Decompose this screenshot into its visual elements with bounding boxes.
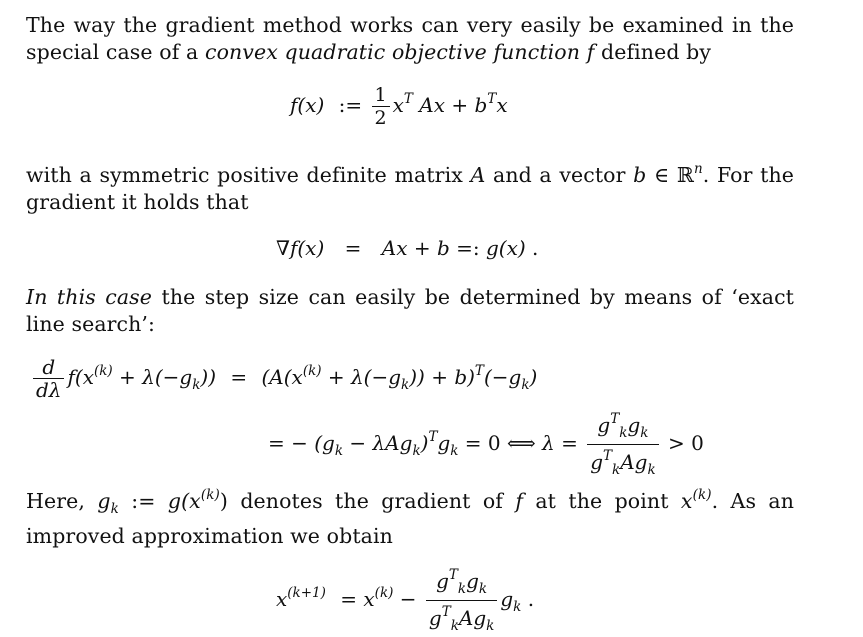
frac-den [426, 601, 497, 637]
eq-part: + λ(−g [112, 365, 193, 389]
frac-den: 2 [374, 107, 387, 129]
eq-lambda: λ = [542, 431, 578, 455]
derivative-fraction [33, 356, 64, 401]
eq-part: + λ(−g [321, 365, 402, 389]
symbol-b: b [633, 163, 647, 187]
eq-subscript: k [334, 443, 344, 459]
frac-num: 1 [372, 84, 390, 107]
eq-subscript: k [401, 377, 410, 393]
eq-subscript: k [192, 377, 201, 393]
eq-part: f(x [67, 365, 94, 389]
eq-subscript: k [640, 425, 649, 441]
emphasis-term: In this case [26, 285, 153, 309]
eq-matrix: A [419, 93, 434, 117]
eq-subscript: k [450, 618, 459, 634]
eq-g: g [466, 569, 479, 593]
eq-def: := [338, 93, 363, 117]
eq-subscript: k [647, 462, 656, 478]
eq-subscript: k [450, 443, 459, 459]
update-paragraph [26, 482, 794, 550]
symbol-A: A [470, 163, 486, 187]
para-text: at the point [535, 489, 669, 513]
eq-subscript: k [513, 599, 522, 615]
eq-transpose: T [487, 91, 497, 107]
para-text: the step size can easily be determined by means of ‘exact line search’: [26, 285, 794, 336]
para-text: . As an improved approximation we obtain [26, 489, 795, 548]
eq-g: g [428, 606, 442, 630]
eq-part: = − (g [268, 431, 335, 455]
eq-arg: (x) [297, 93, 325, 117]
fraction-half [372, 84, 390, 129]
eq-subscript: k [521, 377, 530, 393]
eq-x: x [496, 93, 508, 117]
eq-subscript: k [619, 425, 628, 441]
eq-part: ) [420, 431, 429, 455]
symbol-g: g [97, 489, 111, 513]
symbol-f: f [515, 489, 523, 513]
eq-transpose: T [448, 567, 458, 583]
matrix-paragraph [26, 156, 794, 216]
eq-g: g [590, 450, 604, 474]
symbol-in: ∈ [653, 163, 670, 187]
frac-den [587, 445, 658, 481]
eq-x: x [276, 587, 288, 611]
eq-part: )) + b) [409, 365, 475, 389]
para-text: denotes the gradient of [240, 489, 503, 513]
line-search-paragraph [26, 284, 794, 338]
eq-part: (A(x [261, 365, 303, 389]
eq-part: = 0 [458, 431, 501, 455]
eq-transpose: T [428, 429, 438, 445]
eq-part: − λAg [343, 431, 413, 455]
eq-superscript: (k+1) [287, 585, 326, 601]
eq-arg: (x) [297, 236, 325, 260]
eq-Ag: Ag [458, 606, 487, 630]
eq-subscript: k [612, 462, 621, 478]
eq-equals: = [344, 236, 362, 260]
eq-def: =: [456, 236, 480, 260]
eq-subscript: k [412, 443, 421, 459]
symbol-x: x [680, 489, 693, 513]
eq-equals: = [340, 587, 358, 611]
equation-gradient [276, 236, 538, 260]
eq-symbol: f [289, 236, 298, 260]
eq-transpose: T [603, 448, 613, 464]
eq-part: (−g [483, 365, 522, 389]
frac-den: dλ [36, 378, 62, 402]
nabla-symbol: ∇ [276, 236, 290, 260]
eq-part: ) [529, 365, 538, 389]
equation-derivative-line1 [30, 356, 537, 401]
eq-subscript: k [110, 501, 119, 517]
equation-update [276, 564, 534, 637]
eq-minus: − [399, 587, 417, 611]
emphasis-term: convex quadratic objective function [204, 40, 581, 64]
eq-g: g [436, 569, 449, 593]
frac-num [426, 564, 497, 601]
symbol-n: n [693, 161, 703, 177]
eq-part: g [437, 431, 451, 455]
eq-gt: > 0 [668, 431, 704, 455]
eq-Ag: Ag [620, 450, 648, 474]
eq-subscript: k [486, 618, 495, 634]
eq-transpose: T [403, 91, 413, 107]
para-text: Here, [26, 489, 85, 513]
eq-part: )) [200, 365, 216, 389]
eq-transpose: T [474, 363, 484, 379]
update-fraction [426, 564, 497, 637]
eq-superscript: (k) [692, 487, 712, 503]
eq-equals: = [230, 365, 248, 389]
para-text: with a symmetric positive definite matrix [26, 163, 463, 187]
eq-transpose: T [610, 411, 620, 427]
eq-symbol: f [290, 93, 298, 117]
eq-subscript: k [457, 581, 467, 597]
equation-derivative-line2 [268, 408, 704, 481]
intro-text-end: defined by [601, 40, 712, 64]
eq-x: x [433, 93, 445, 117]
eq-transpose: T [441, 604, 451, 620]
eq-subscript: k [478, 581, 488, 597]
eq-dot: . [527, 587, 535, 611]
eq-g: g [597, 413, 611, 437]
symbol-f: f [586, 40, 595, 64]
frac-num [587, 408, 658, 445]
eq-rhs: Ax + b [381, 236, 450, 260]
iff-symbol: ⟺ [507, 431, 536, 455]
eq-def: := [131, 489, 156, 513]
symbol-gx: g(x [167, 489, 201, 513]
para-text: and a vector [493, 163, 626, 187]
intro-paragraph [26, 12, 794, 66]
eq-superscript: (k) [200, 487, 220, 503]
eq-b: b [474, 93, 488, 117]
symbol-reals: ℝ [676, 163, 694, 187]
eq-g: g(x) [485, 236, 526, 260]
step-size-fraction [587, 408, 658, 481]
equation-objective [290, 84, 508, 129]
eq-x: x [363, 587, 375, 611]
intro-text: The way the gradient method works can very easily be examined in the special case of a [26, 13, 794, 64]
frac-num: d [33, 356, 64, 379]
eq-superscript: (k) [302, 363, 322, 379]
eq-paren: ) [219, 489, 228, 513]
eq-x: x [392, 93, 404, 117]
eq-g: g [627, 413, 641, 437]
eq-superscript: (k) [93, 363, 113, 379]
eq-superscript: (k) [374, 585, 394, 601]
eq-g: g [500, 587, 514, 611]
eq-plus: + [451, 93, 469, 117]
para-text: . For the gradient it holds that [26, 163, 794, 214]
eq-dot: . [532, 236, 539, 260]
